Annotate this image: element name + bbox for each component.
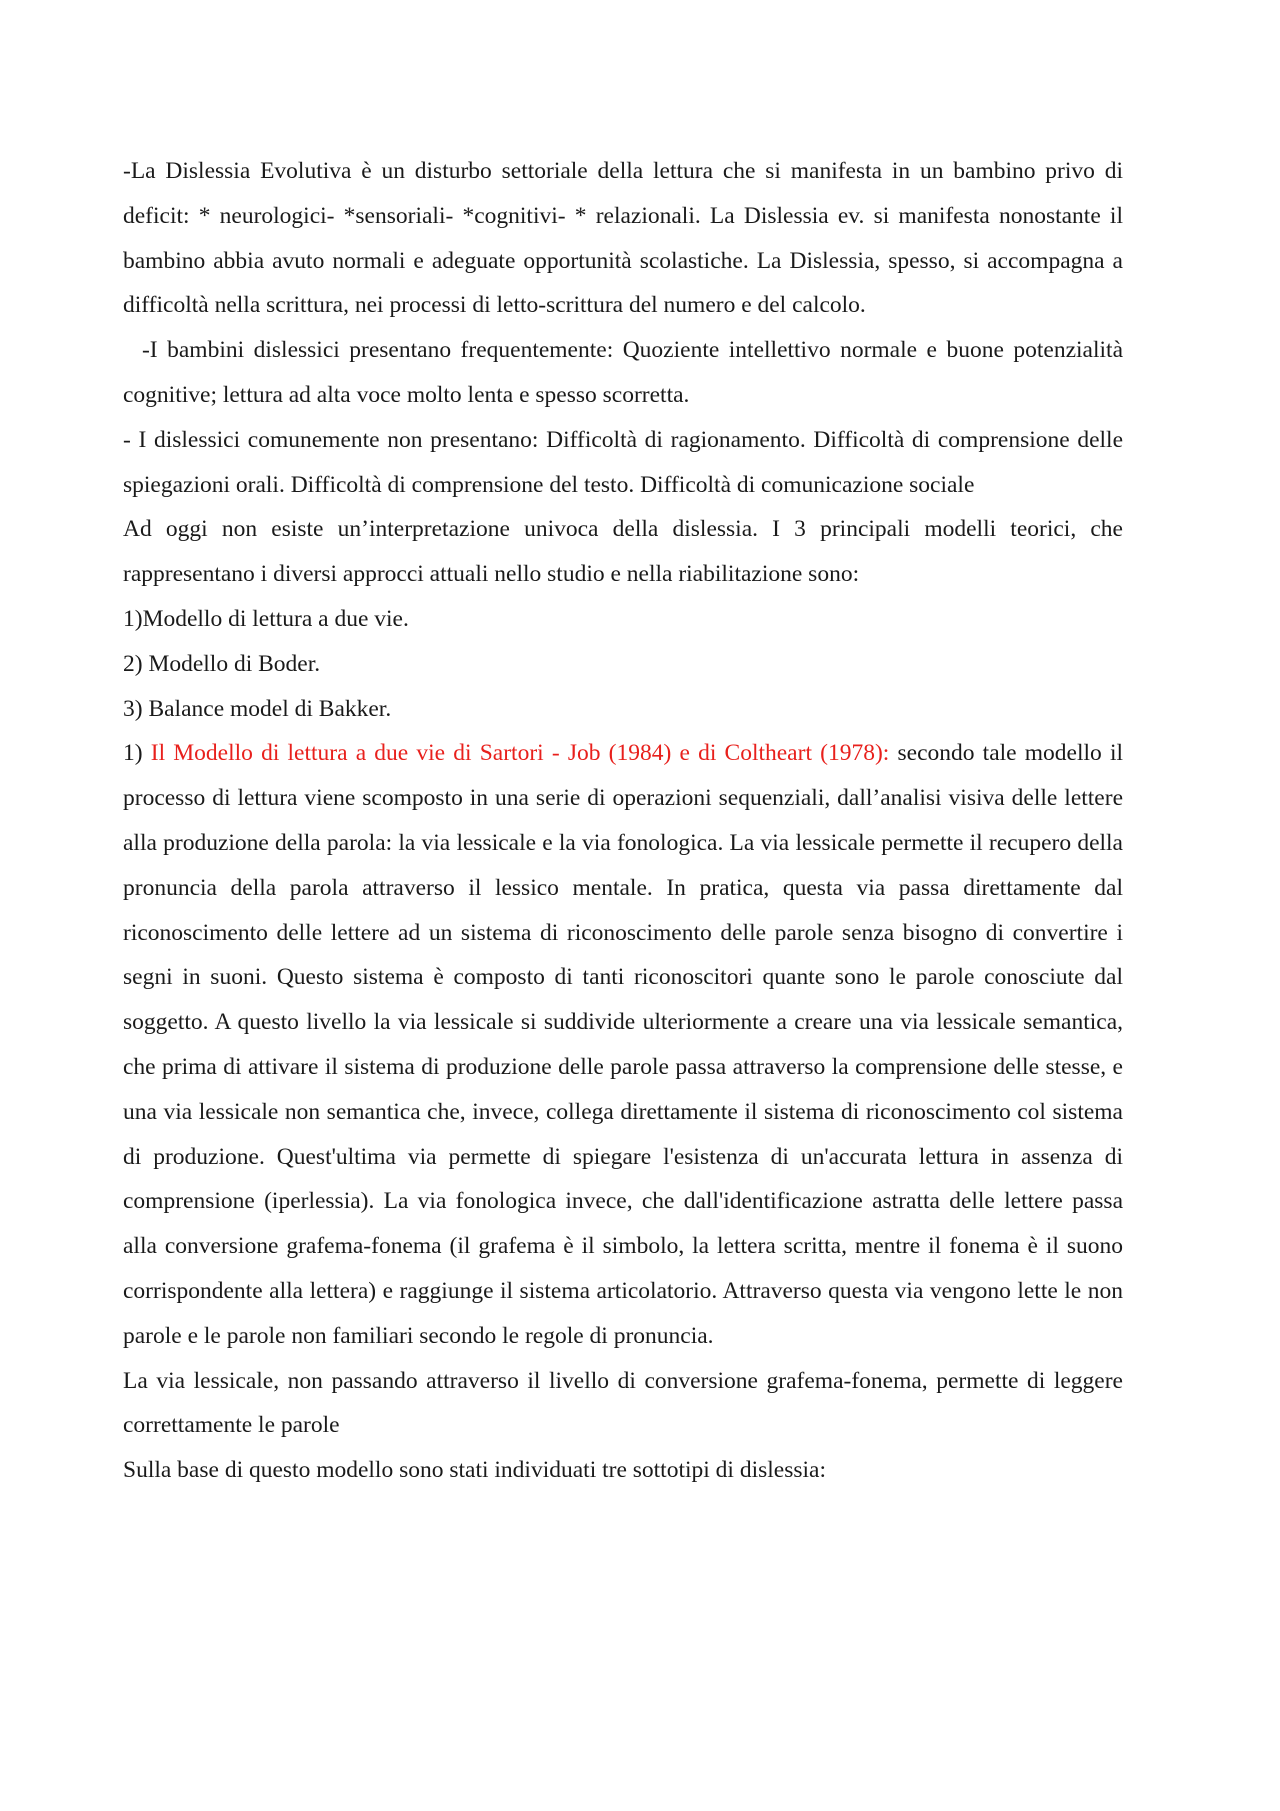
list-item-model-3: 3) Balance model di Bakker. <box>123 695 392 722</box>
paragraph-two-route-model <box>123 731 1129 1358</box>
model-heading-highlight: Il Modello di lettura a due vie di Sartori - Job (1984) e di Coltheart (1978): <box>150 740 890 767</box>
paragraph-models-intro: Ad oggi non esiste un’interpretazione univoca della dislessia. I 3 principali modelli teorici, che rappresentano i diversi approcci attuali nello studio e nella riabilitazione sono: <box>123 516 1123 588</box>
list-item-model-1: 1)Modello di lettura a due vie. <box>123 605 409 632</box>
paragraph-characteristics: -I bambini dislessici presentano frequentemente: Quoziente intellettivo normale e buone potenzialità cognitive; lettura ad alta voce molto lenta e spesso scorretta. <box>123 337 1129 408</box>
list-item-model-2: 2) Modello di Boder. <box>123 650 321 677</box>
model-number: 1) <box>123 740 151 767</box>
paragraph-lexical-route: La via lessicale, non passando attraverso il livello di conversione grafema-fonema, permette di leggere correttamente le parole <box>123 1367 1123 1439</box>
paragraph-definition: -La Dislessia Evolutiva è un disturbo settoriale della lettura che si manifesta in un bambino privo di deficit: * neurologici- *sensoriali- *cognitivi- * relazionali. La Dislessia ev. si manifesta nonostante il bambino abbia avuto normali e adeguate opportunità scolastiche. La Dislessia, spesso, si accompagna a difficoltà nella scrittura, nei processi di letto-scrittura del numero e del calcolo. <box>123 158 1123 319</box>
paragraph-subtypes-intro: Sulla base di questo modello sono stati individuati tre sottotipi di dislessia: <box>123 1457 826 1484</box>
model-description: secondo tale modello il processo di lettura viene scomposto in una serie di operazioni sequenziali, dall’analisi visiva delle lettere alla produzione della parola: la via lessicale e la via fonologica. La via lessicale permette il recupero della pronuncia della parola attraverso il lessico mentale. In pratica, questa via passa direttamente dal riconoscimento delle lettere ad un sistema di riconoscimento delle parole senza bisogno di convertire i segni in suoni. Questo sistema è composto di tanti riconoscitori quante sono le parole conosciute dal soggetto. A questo livello la via lessicale si suddivide ulteriormente a creare una via lessicale semantica, che prima di attivare il sistema di produzione delle parole passa attraverso la comprensione delle stesse, e una via lessicale non semantica che, invece, collega direttamente il sistema di riconoscimento col sistema di produzione. Quest'ultima via permette di spiegare l'esistenza di un'accurata lettura in assenza di comprensione (iperlessia). La via fonologica invece, che dall'identificazione astratta delle lettere passa alla conversione grafema-fonema (il grafema è il simbolo, la lettera scritta, mentre il fonema è il suono corrispondente alla lettera) e raggiunge il sistema articolatorio. Attraverso questa via vengono lette le non parole e le parole non familiari secondo le regole di pronuncia. <box>123 740 1129 1349</box>
paragraph-not-present: - I dislessici comunemente non presentano: Difficoltà di ragionamento. Difficoltà di comprensione delle spiegazioni orali. Difficoltà di comprensione del testo. Difficoltà di comunicazione sociale <box>123 426 1123 498</box>
document-body <box>123 149 1129 1493</box>
